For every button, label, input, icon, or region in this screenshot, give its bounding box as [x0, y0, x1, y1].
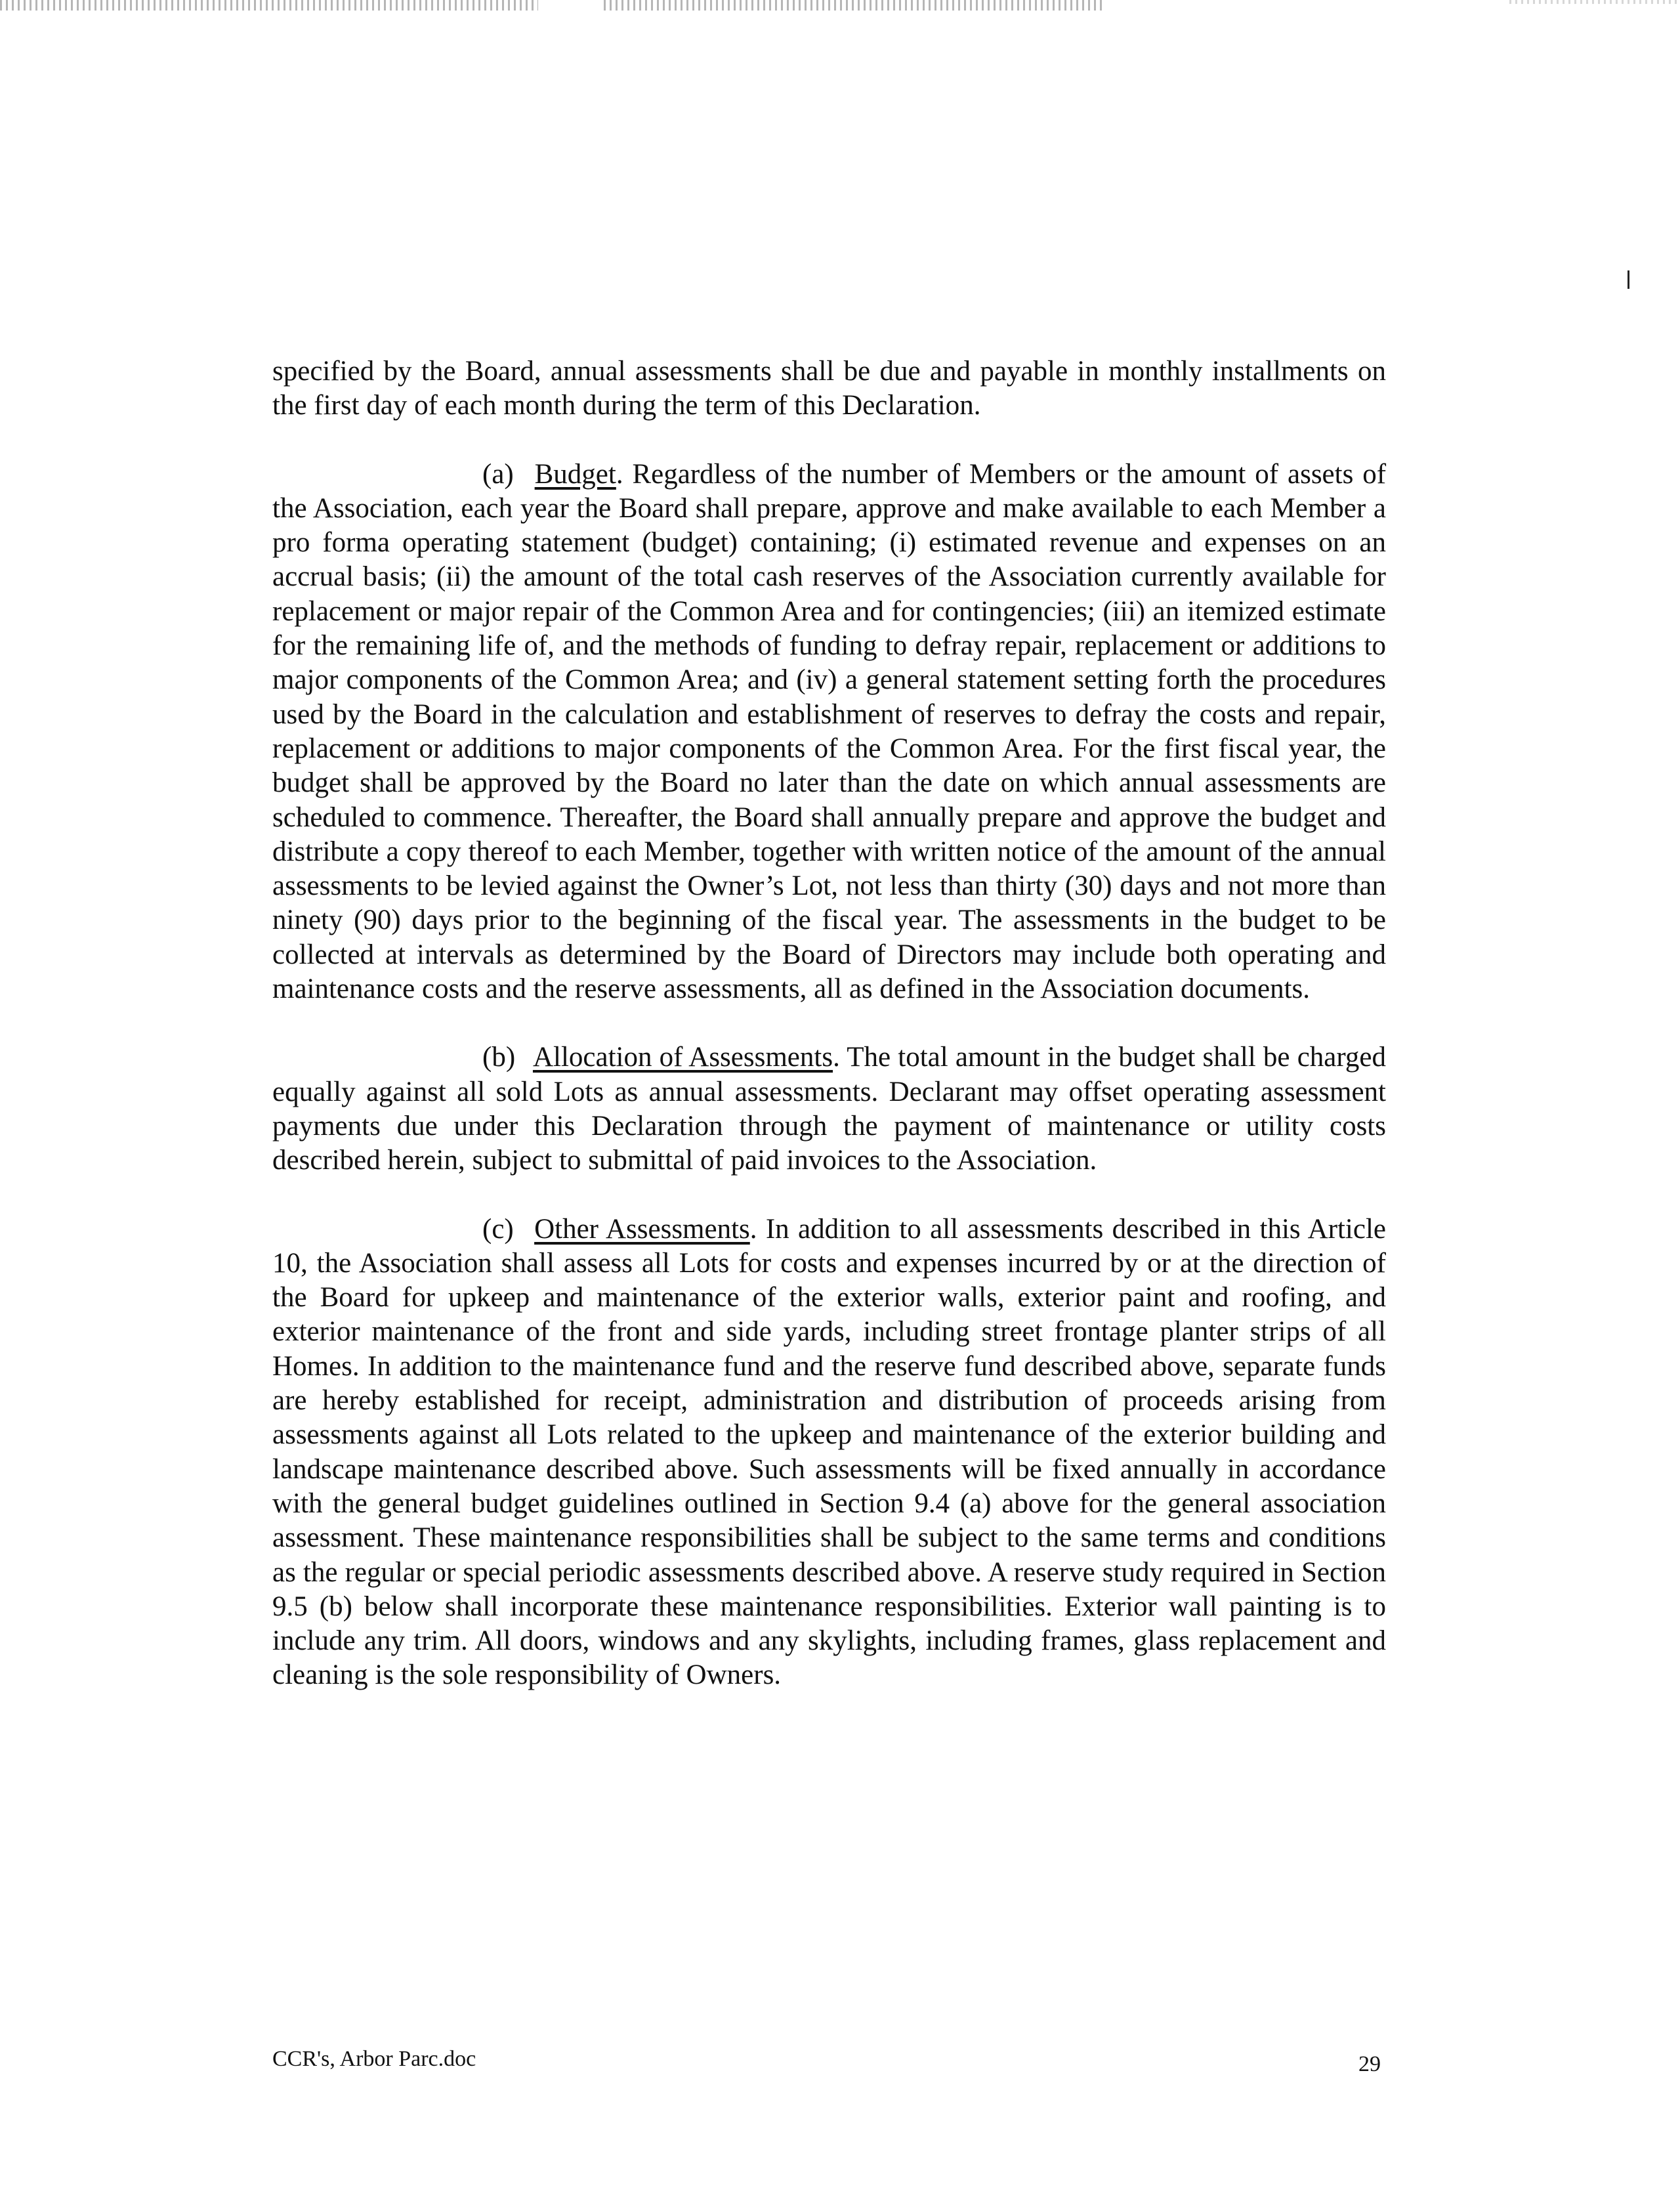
subsection-label: (a)	[482, 458, 514, 490]
paragraph-other-assessments	[272, 1212, 1386, 1693]
paragraph-text: specified by the Board, annual assessments shall be due and payable in monthly installments on the first day of each month during the term of this Declaration.	[272, 356, 1386, 421]
page-number: 29	[1358, 2052, 1381, 2076]
margin-revision-mark	[1628, 270, 1629, 289]
subsection-heading: Other Assessments	[534, 1213, 750, 1245]
paragraph-text: . In addition to all assessments described in this Article 10, the Association shall assess all Lots for costs and expenses incurred by or at the direction of the Board for upkeep and maintenance of the exterior walls, exterior paint and roofing, and exterior maintenance of the front and side yards, including street frontage planter strips of all Homes. In addition to the maintenance fund and the reserve fund described above, separate funds are hereby established for receipt, administration and distribution of proceeds arising from assessments against all Lots related to the upkeep and maintenance of the exterior building and landscape maintenance described above. Such assessments will be fixed annually in accordance with the general budget guidelines outlined in Section 9.4 (a) above for the general association assessment. These maintenance responsibilities shall be subject to the same terms and conditions as the regular or special periodic assessments described above. A reserve study required in Section 9.5 (b) below shall incorporate these maintenance responsibilities. Exterior wall painting is to include any trim. All doors, windows and any skylights, including frames, glass replacement and cleaning is the sole responsibility of Owners.	[272, 1213, 1386, 1691]
footer-filename: CCR's, Arbor Parc.doc	[272, 2047, 476, 2071]
paragraph-continuation	[272, 354, 1386, 423]
scan-artifact-top	[604, 0, 1102, 11]
subsection-label: (c)	[482, 1213, 514, 1245]
scan-artifact-top	[0, 0, 538, 11]
scan-artifact-top	[1509, 0, 1680, 4]
paragraph-text: . Regardless of the number of Members or the amount of assets of the Association, each year the Board shall prepare, approve and make available to each Member a pro forma operating statement (budget) containing; (i) estimated revenue and expenses on an accrual basis; (ii) the amount of the total cash reserves of the Association currently available for replacement or major repair of the Common Area and for contingencies; (iii) an itemized estimate for the remaining life of, and the methods of funding to defray repair, replacement or additions to major components of the Common Area; and (iv) a general statement setting forth the procedures used by the Board in the calculation and establishment of reserves to defray the costs and repair, replacement or additions to major components of the Common Area. For the first fiscal year, the budget shall be approved by the Board no later than the date on which annual assessments are scheduled to commence. Thereafter, the Board shall annually prepare and approve the budget and distribute a copy thereof to each Member, together with written notice of the amount of the annual assessments to be levied against the Owner’s Lot, not less than thirty (30) days and not more than ninety (90) days prior to the beginning of the fiscal year. The assessments in the budget to be collected at intervals as determined by the Board of Directors may include both operating and maintenance costs and the reserve assessments, all as defined in the Association documents.	[272, 458, 1387, 1005]
paragraph-allocation	[272, 1040, 1386, 1178]
subsection-label: (b)	[482, 1042, 516, 1073]
paragraph-text: . The total amount in the budget shall be charged equally against all sold Lots as annual assessments. Declarant may offset operating assessment payments due under this Declaration through the payment of maintenance or utility costs described herein, subject to submittal of paid invoices to the Association.	[272, 1042, 1386, 1176]
paragraph-budget	[272, 458, 1386, 1007]
document-body	[272, 354, 1386, 1727]
subsection-heading: Allocation of Assessments	[532, 1042, 833, 1073]
subsection-heading: Budget	[534, 458, 616, 490]
